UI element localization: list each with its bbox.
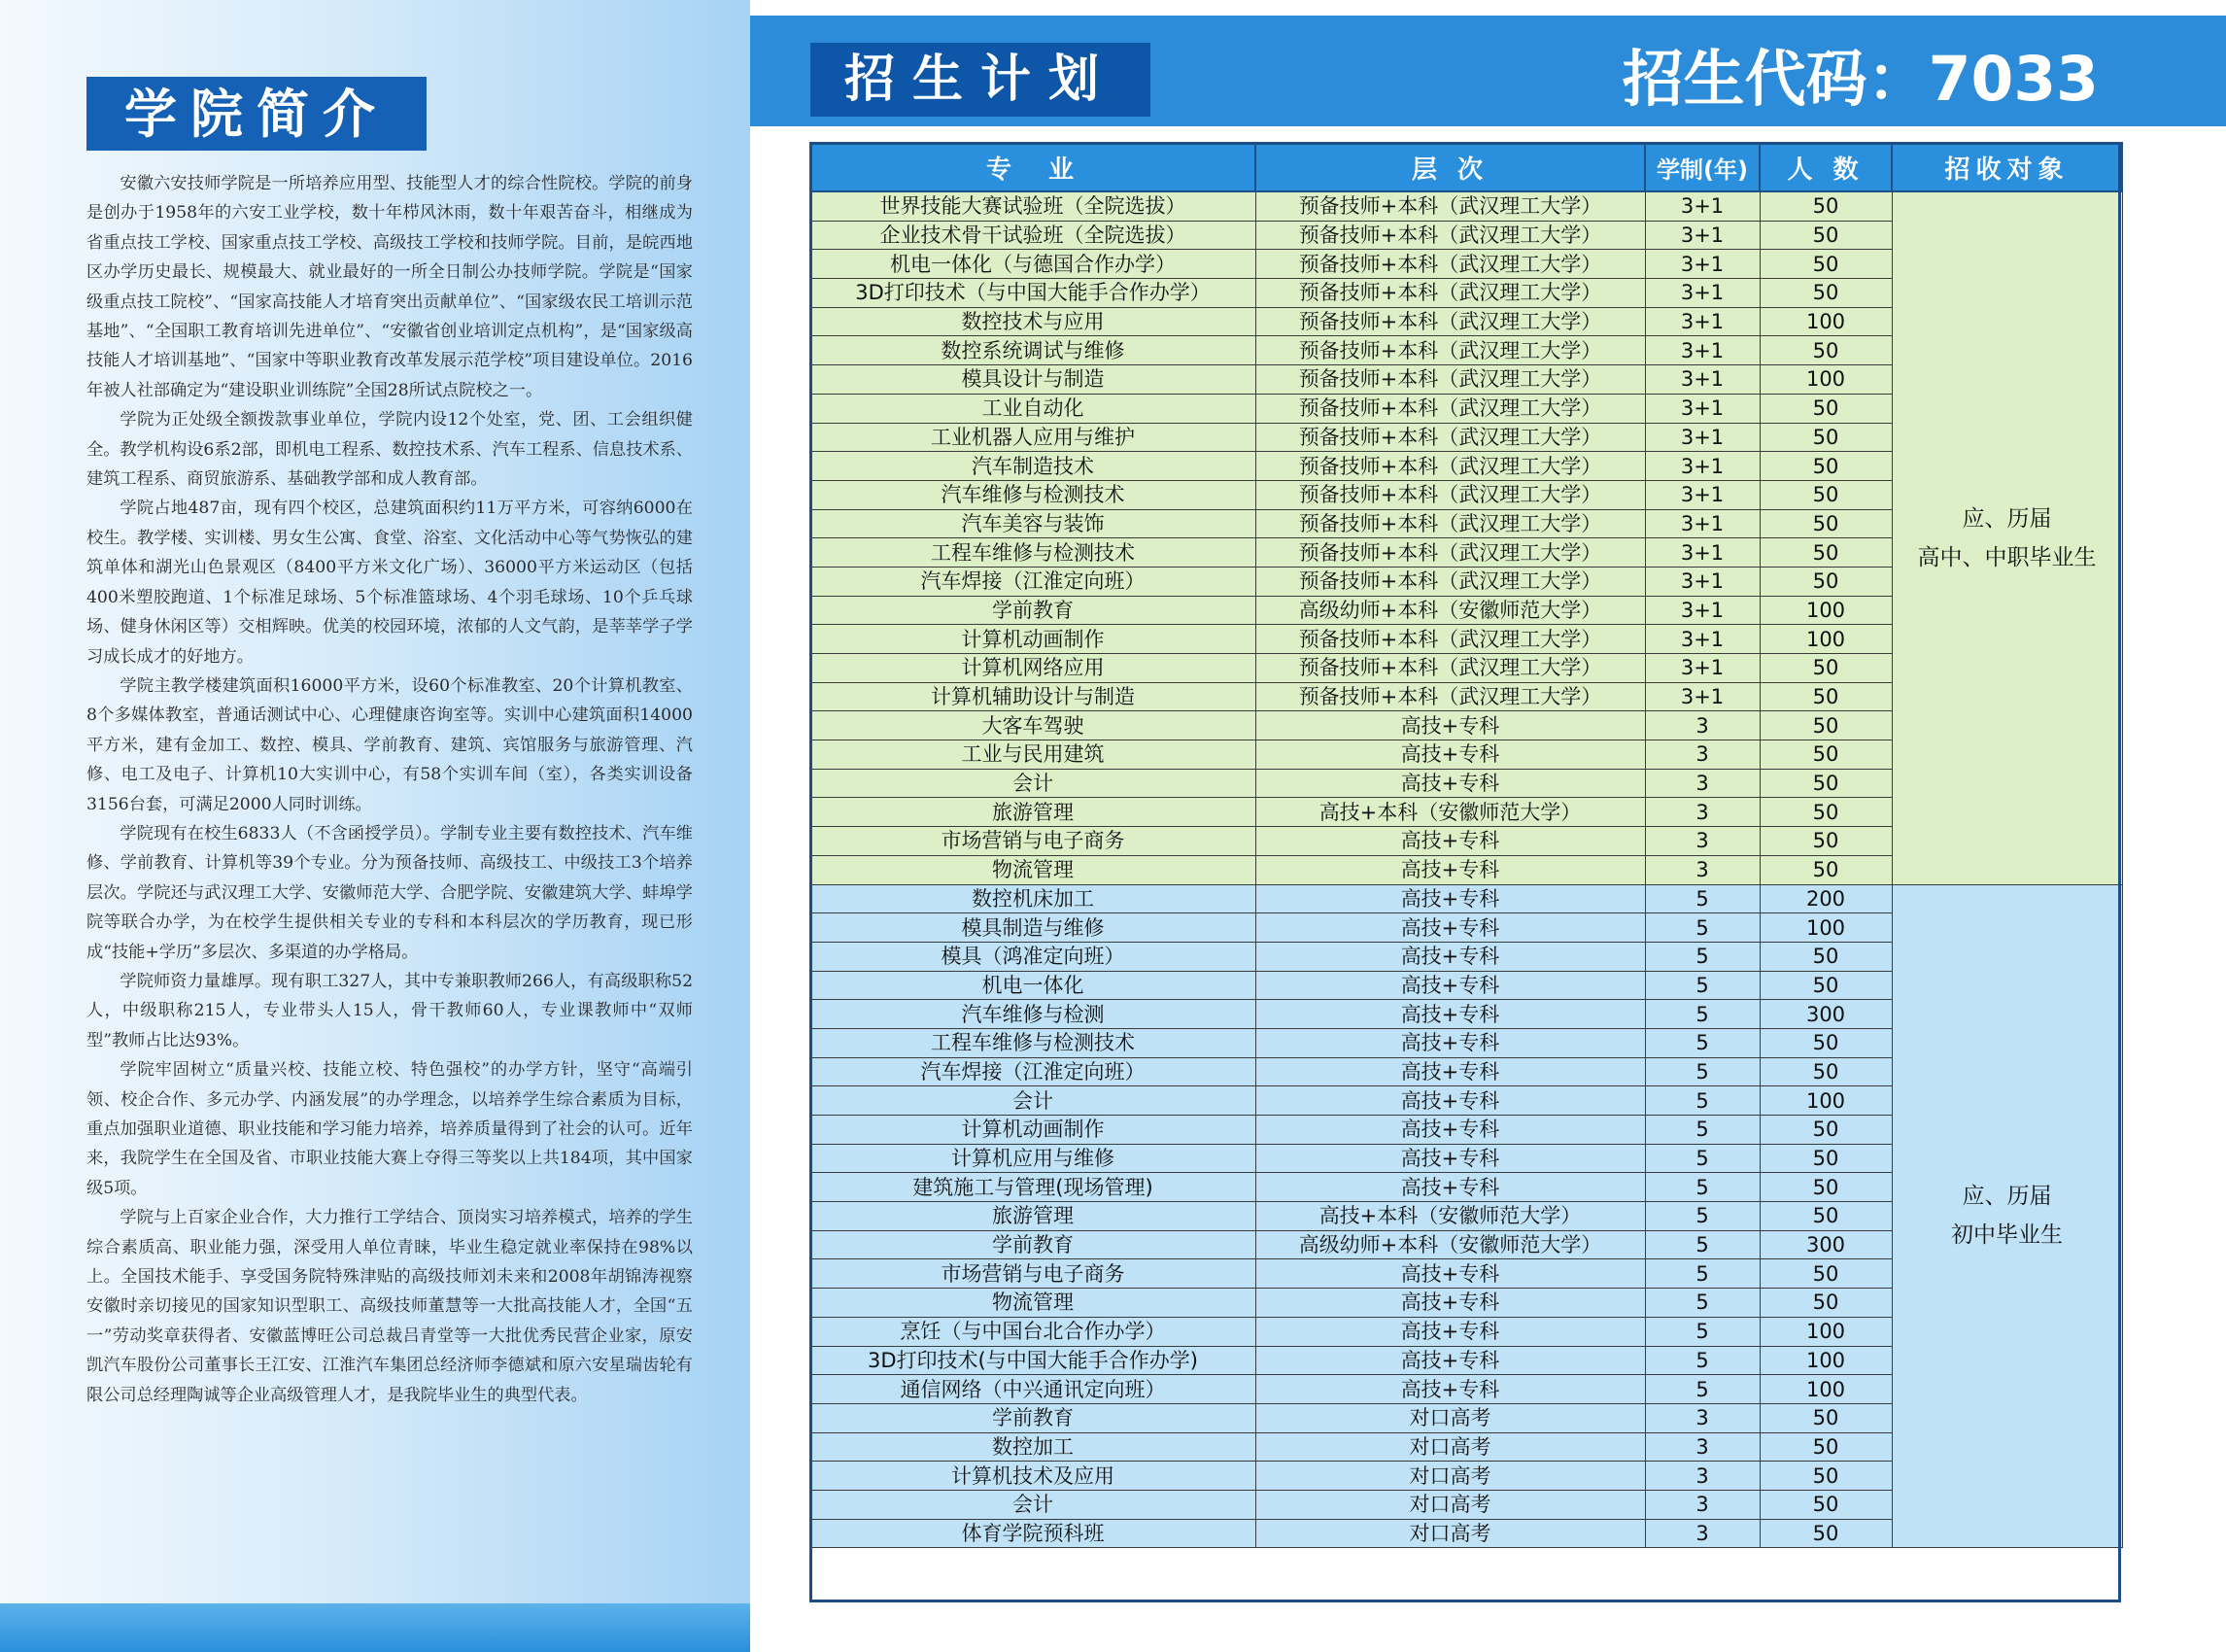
duration-cell: 5 <box>1645 1057 1760 1086</box>
duration-cell: 5 <box>1645 1028 1760 1057</box>
major-cell: 会计 <box>810 1490 1255 1519</box>
count-cell: 50 <box>1760 855 1892 884</box>
count-cell: 50 <box>1760 509 1892 538</box>
duration-cell: 3 <box>1645 740 1760 770</box>
duration-cell: 5 <box>1645 1230 1760 1259</box>
count-cell: 50 <box>1760 423 1892 452</box>
level-cell: 高技+专科 <box>1255 1086 1645 1116</box>
major-cell: 数控系统调试与维修 <box>810 336 1255 365</box>
duration-cell: 3+1 <box>1645 509 1760 538</box>
count-cell: 50 <box>1760 452 1892 481</box>
major-cell: 会计 <box>810 769 1255 798</box>
enrollment-table-wrap <box>809 142 2121 1548</box>
major-cell: 机电一体化（与德国合作办学） <box>810 250 1255 279</box>
target-line: 应、历届 <box>1962 505 2052 532</box>
count-cell: 300 <box>1760 1000 1892 1029</box>
level-cell: 高技+专科 <box>1255 1173 1645 1202</box>
count-cell: 50 <box>1760 1432 1892 1462</box>
level-cell: 高级幼师+本科（安徽师范大学） <box>1255 1230 1645 1259</box>
count-cell: 50 <box>1760 1144 1892 1173</box>
duration-cell: 3+1 <box>1645 596 1760 625</box>
count-cell: 100 <box>1760 625 1892 654</box>
header-level: 层 次 <box>1255 143 1645 191</box>
intro-paragraph: 学院为正处级全额拨款事业单位，学院内设12个处室，党、团、工会组织健全。教学机构设6系2部，即机电工程系、数控技术系、汽车工程系、信息技术系、建筑工程系、商贸旅游系、基础教学部和成人教育部。 <box>86 410 693 490</box>
major-cell: 学前教育 <box>810 1403 1255 1432</box>
duration-cell: 5 <box>1645 1116 1760 1145</box>
count-cell: 50 <box>1760 942 1892 971</box>
duration-cell: 3+1 <box>1645 250 1760 279</box>
duration-cell: 3+1 <box>1645 221 1760 250</box>
intro-paragraph: 安徽六安技师学院是一所培养应用型、技能型人才的综合性院校。学院的前身是创办于1958年的六安工业学校，数十年栉风沐雨，数十年艰苦奋斗，相继成为省重点技工学校、国家重点技工学校、高级技工学校和技师学院。目前，是皖西地区办学历史最长、规模最大、就业最好的一所全日制公办技师学院。学院是“国家级重点技工院校”、“国家高技能人才培育突出贡献单位”、“国家级农民工培训示范基地”、“全国职工教育培训先进单位”、“安徽省创业培训定点机构”，是“国家级高技能人才培训基地”、“国家中等职业教育改革发展示范学校”项目建设单位。2016年被人社部确定为“建设职业训练院”全国28所试点院校之一。 <box>86 174 693 400</box>
level-cell: 预备技师+本科（武汉理工大学） <box>1255 654 1645 683</box>
level-cell: 预备技师+本科（武汉理工大学） <box>1255 250 1645 279</box>
major-cell: 汽车焊接（江淮定向班） <box>810 567 1255 596</box>
header-target: 招收对象 <box>1892 143 2122 191</box>
level-cell: 预备技师+本科（武汉理工大学） <box>1255 538 1645 568</box>
level-cell: 高技+专科 <box>1255 1028 1645 1057</box>
duration-cell: 3 <box>1645 1403 1760 1432</box>
header-duration: 学制(年) <box>1645 143 1760 191</box>
duration-cell: 3+1 <box>1645 682 1760 711</box>
count-cell: 50 <box>1760 1519 1892 1548</box>
level-cell: 高技+本科（安徽师范大学） <box>1255 798 1645 827</box>
duration-cell: 5 <box>1645 1317 1760 1346</box>
duration-cell: 5 <box>1645 1144 1760 1173</box>
plan-title: 招生计划 <box>810 43 1150 117</box>
count-cell: 100 <box>1760 307 1892 336</box>
table-body <box>810 191 2122 1548</box>
duration-cell: 5 <box>1645 942 1760 971</box>
duration-cell: 5 <box>1645 1346 1760 1375</box>
duration-cell: 5 <box>1645 1375 1760 1404</box>
level-cell: 预备技师+本科（武汉理工大学） <box>1255 307 1645 336</box>
level-cell: 预备技师+本科（武汉理工大学） <box>1255 394 1645 423</box>
major-cell: 计算机技术及应用 <box>810 1462 1255 1491</box>
intro-text <box>86 169 693 1410</box>
duration-cell: 5 <box>1645 1000 1760 1029</box>
target-line: 初中毕业生 <box>1951 1222 2063 1249</box>
count-cell: 100 <box>1760 596 1892 625</box>
intro-paragraph: 学院师资力量雄厚。现有职工327人，其中专兼职教师266人，有高级职称52人，中级职称215人，专业带头人15人，骨干教师60人，专业课教师中“双师型”教师占比达93%。 <box>86 971 693 1050</box>
major-cell: 旅游管理 <box>810 798 1255 827</box>
level-cell: 高技+专科 <box>1255 1000 1645 1029</box>
target-students <box>1892 191 2122 884</box>
major-cell: 计算机应用与维修 <box>810 1144 1255 1173</box>
level-cell: 对口高考 <box>1255 1519 1645 1548</box>
intro-paragraph: 学院主教学楼建筑面积16000平方米，设60个标准教室、20个计算机教室、8个多媒体教室，普通话测试中心、心理健康咨询室等。实训中心建筑面积14000平方米，建有金加工、数控、模具、学前教育、建筑、宾馆服务与旅游管理、汽修、电工及电子、计算机10大实训中心，有58个实训车间（室），各类实训设备3156台套，可满足2000人同时训练。 <box>86 675 693 814</box>
count-cell: 100 <box>1760 1346 1892 1375</box>
major-cell: 工业与民用建筑 <box>810 740 1255 770</box>
level-cell: 高技+专科 <box>1255 769 1645 798</box>
count-cell: 50 <box>1760 567 1892 596</box>
count-cell: 50 <box>1760 1173 1892 1202</box>
duration-cell: 5 <box>1645 884 1760 913</box>
major-cell: 物流管理 <box>810 855 1255 884</box>
level-cell: 高级幼师+本科（安徽师范大学） <box>1255 596 1645 625</box>
level-cell: 预备技师+本科（武汉理工大学） <box>1255 625 1645 654</box>
major-cell: 模具制造与维修 <box>810 913 1255 943</box>
intro-panel <box>0 0 750 1652</box>
level-cell: 对口高考 <box>1255 1432 1645 1462</box>
level-cell: 预备技师+本科（武汉理工大学） <box>1255 509 1645 538</box>
level-cell: 对口高考 <box>1255 1490 1645 1519</box>
duration-cell: 3 <box>1645 855 1760 884</box>
count-cell: 50 <box>1760 191 1892 221</box>
duration-cell: 3+1 <box>1645 279 1760 308</box>
level-cell: 对口高考 <box>1255 1403 1645 1432</box>
duration-cell: 3+1 <box>1645 336 1760 365</box>
count-cell: 50 <box>1760 1057 1892 1086</box>
level-cell: 高技+专科 <box>1255 1144 1645 1173</box>
count-cell: 50 <box>1760 480 1892 509</box>
count-cell: 50 <box>1760 279 1892 308</box>
count-cell: 50 <box>1760 682 1892 711</box>
major-cell: 计算机动画制作 <box>810 1116 1255 1145</box>
major-cell: 通信网络（中兴通讯定向班） <box>810 1375 1255 1404</box>
duration-cell: 3+1 <box>1645 452 1760 481</box>
count-cell: 200 <box>1760 884 1892 913</box>
major-cell: 工程车维修与检测技术 <box>810 538 1255 568</box>
enrollment-table <box>809 142 2123 1548</box>
major-cell: 3D打印技术(与中国大能手合作办学) <box>810 1346 1255 1375</box>
header-count: 人 数 <box>1760 143 1892 191</box>
level-cell: 预备技师+本科（武汉理工大学） <box>1255 279 1645 308</box>
table-row <box>810 884 2122 913</box>
intro-paragraph: 学院牢固树立“质量兴校、技能立校、特色强校”的办学方针，坚守“高端引领、校企合作、多元办学、内涵发展”的办学理念，以培养学生综合素质为目标，重点加强职业道德、职业技能和学习能力培养，培养质量得到了社会的认可。近年来，我院学生在全国及省、市职业技能大赛上夺得三等奖以上共184项，其中国家级5项。 <box>86 1060 693 1198</box>
count-cell: 50 <box>1760 1259 1892 1289</box>
duration-cell: 3+1 <box>1645 307 1760 336</box>
level-cell: 预备技师+本科（武汉理工大学） <box>1255 480 1645 509</box>
duration-cell: 3 <box>1645 1519 1760 1548</box>
count-cell: 50 <box>1760 1289 1892 1318</box>
count-cell: 50 <box>1760 798 1892 827</box>
duration-cell: 3+1 <box>1645 654 1760 683</box>
major-cell: 市场营销与电子商务 <box>810 827 1255 856</box>
count-cell: 50 <box>1760 250 1892 279</box>
count-cell: 100 <box>1760 1317 1892 1346</box>
major-cell: 大客车驾驶 <box>810 711 1255 740</box>
target-students <box>1892 884 2122 1548</box>
major-cell: 物流管理 <box>810 1289 1255 1318</box>
count-cell: 50 <box>1760 740 1892 770</box>
major-cell: 烹饪（与中国台北合作办学） <box>810 1317 1255 1346</box>
major-cell: 计算机动画制作 <box>810 625 1255 654</box>
level-cell: 高技+专科 <box>1255 1289 1645 1318</box>
major-cell: 计算机辅助设计与制造 <box>810 682 1255 711</box>
header-major: 专 业 <box>810 143 1255 191</box>
level-cell: 高技+专科 <box>1255 971 1645 1000</box>
count-cell: 50 <box>1760 1462 1892 1491</box>
major-cell: 汽车制造技术 <box>810 452 1255 481</box>
target-line: 高中、中职毕业生 <box>1917 544 2097 570</box>
duration-cell: 5 <box>1645 971 1760 1000</box>
duration-cell: 5 <box>1645 1202 1760 1231</box>
duration-cell: 3+1 <box>1645 567 1760 596</box>
count-cell: 50 <box>1760 827 1892 856</box>
intro-paragraph: 学院占地487亩，现有四个校区，总建筑面积约11万平方米，可容纳6000在校生。教学楼、实训楼、男女生公寓、食堂、浴室、文化活动中心等气势恢弘的建筑单体和湖光山色景观区（8400平方米文化广场）、36000平方米运动区（包括400米塑胶跑道、1个标准足球场、5个标准篮球场、4个羽毛球场、10个乒乓球场、健身休闲区等）交相辉映。优美的校园环境，浓郁的人文气韵，是莘莘学子学习成长成才的好地方。 <box>86 499 693 667</box>
level-cell: 高技+专科 <box>1255 884 1645 913</box>
duration-cell: 3+1 <box>1645 423 1760 452</box>
major-cell: 工业机器人应用与维护 <box>810 423 1255 452</box>
count-cell: 50 <box>1760 1028 1892 1057</box>
header-top-strip <box>750 0 2226 16</box>
level-cell: 预备技师+本科（武汉理工大学） <box>1255 682 1645 711</box>
duration-cell: 3 <box>1645 1490 1760 1519</box>
count-cell: 50 <box>1760 538 1892 568</box>
major-cell: 企业技术骨干试验班（全院选拔） <box>810 221 1255 250</box>
count-cell: 50 <box>1760 1116 1892 1145</box>
duration-cell: 3+1 <box>1645 365 1760 395</box>
duration-cell: 3+1 <box>1645 480 1760 509</box>
level-cell: 预备技师+本科（武汉理工大学） <box>1255 221 1645 250</box>
major-cell: 数控机床加工 <box>810 884 1255 913</box>
major-cell: 汽车美容与装饰 <box>810 509 1255 538</box>
duration-cell: 3 <box>1645 769 1760 798</box>
major-cell: 模具设计与制造 <box>810 365 1255 395</box>
count-cell: 50 <box>1760 711 1892 740</box>
level-cell: 预备技师+本科（武汉理工大学） <box>1255 191 1645 221</box>
count-cell: 300 <box>1760 1230 1892 1259</box>
level-cell: 预备技师+本科（武汉理工大学） <box>1255 567 1645 596</box>
major-cell: 工业自动化 <box>810 394 1255 423</box>
count-cell: 50 <box>1760 971 1892 1000</box>
count-cell: 100 <box>1760 1086 1892 1116</box>
table-header-row <box>810 143 2122 191</box>
major-cell: 学前教育 <box>810 596 1255 625</box>
intro-title: 学院简介 <box>86 77 427 151</box>
major-cell: 市场营销与电子商务 <box>810 1259 1255 1289</box>
level-cell: 高技+专科 <box>1255 855 1645 884</box>
duration-cell: 3 <box>1645 1462 1760 1491</box>
duration-cell: 3+1 <box>1645 191 1760 221</box>
level-cell: 预备技师+本科（武汉理工大学） <box>1255 365 1645 395</box>
duration-cell: 5 <box>1645 1173 1760 1202</box>
major-cell: 建筑施工与管理(现场管理) <box>810 1173 1255 1202</box>
level-cell: 高技+专科 <box>1255 1317 1645 1346</box>
count-cell: 50 <box>1760 654 1892 683</box>
duration-cell: 5 <box>1645 1259 1760 1289</box>
major-cell: 会计 <box>810 1086 1255 1116</box>
level-cell: 预备技师+本科（武汉理工大学） <box>1255 336 1645 365</box>
major-cell: 工程车维修与检测技术 <box>810 1028 1255 1057</box>
count-cell: 50 <box>1760 336 1892 365</box>
major-cell: 体育学院预科班 <box>810 1519 1255 1548</box>
major-cell: 机电一体化 <box>810 971 1255 1000</box>
count-cell: 100 <box>1760 913 1892 943</box>
duration-cell: 3 <box>1645 827 1760 856</box>
count-cell: 50 <box>1760 221 1892 250</box>
duration-cell: 5 <box>1645 913 1760 943</box>
count-cell: 50 <box>1760 1403 1892 1432</box>
level-cell: 高技+专科 <box>1255 942 1645 971</box>
level-cell: 高技+专科 <box>1255 1259 1645 1289</box>
level-cell: 高技+专科 <box>1255 913 1645 943</box>
count-cell: 50 <box>1760 1490 1892 1519</box>
major-cell: 汽车焊接（江淮定向班） <box>810 1057 1255 1086</box>
level-cell: 高技+专科 <box>1255 1346 1645 1375</box>
major-cell: 模具（鸿准定向班） <box>810 942 1255 971</box>
level-cell: 高技+本科（安徽师范大学） <box>1255 1202 1645 1231</box>
enrollment-code: 招生代码：7033 <box>1622 44 2099 115</box>
level-cell: 高技+专科 <box>1255 827 1645 856</box>
target-line: 应、历届 <box>1962 1184 2052 1210</box>
count-cell: 100 <box>1760 365 1892 395</box>
level-cell: 高技+专科 <box>1255 740 1645 770</box>
major-cell: 数控加工 <box>810 1432 1255 1462</box>
level-cell: 高技+专科 <box>1255 1116 1645 1145</box>
duration-cell: 3 <box>1645 1432 1760 1462</box>
level-cell: 预备技师+本科（武汉理工大学） <box>1255 423 1645 452</box>
count-cell: 100 <box>1760 1375 1892 1404</box>
major-cell: 数控技术与应用 <box>810 307 1255 336</box>
major-cell: 学前教育 <box>810 1230 1255 1259</box>
duration-cell: 3+1 <box>1645 394 1760 423</box>
bottom-band <box>0 1603 750 1652</box>
duration-cell: 5 <box>1645 1086 1760 1116</box>
duration-cell: 3+1 <box>1645 538 1760 568</box>
count-cell: 50 <box>1760 394 1892 423</box>
level-cell: 对口高考 <box>1255 1462 1645 1491</box>
duration-cell: 3 <box>1645 711 1760 740</box>
duration-cell: 3 <box>1645 798 1760 827</box>
count-cell: 50 <box>1760 769 1892 798</box>
major-cell: 汽车维修与检测技术 <box>810 480 1255 509</box>
level-cell: 高技+专科 <box>1255 1057 1645 1086</box>
intro-paragraph: 学院与上百家企业合作，大力推行工学结合、顶岗实习培养模式，培养的学生综合素质高、职业能力强，深受用人单位青睐，毕业生稳定就业率保持在98%以上。全国技术能手、享受国务院特殊津贴的高级技师刘未来和2008年胡锦涛视察安徽时亲切接见的国家知识型职工、高级技师董慧等一大批高技能人才，全国“五一”劳动奖章获得者、安徽蓝博旺公司总裁吕青堂等一大批优秀民营企业家，原安凯汽车股份公司董事长王江安、江淮汽车集团总经济师李德斌和原六安星瑞齿轮有限公司总经理陶诚等企业高级管理人才，是我院毕业生的典型代表。 <box>86 1208 693 1405</box>
intro-paragraph: 学院现有在校生6833人（不含函授学员）。学制专业主要有数控技术、汽车维修、学前教育、计算机等39个专业。分为预备技师、高级技工、中级技工3个培养层次。学院还与武汉理工大学、安徽师范大学、合肥学院、安徽建筑大学、蚌埠学院等联合办学，为在校学生提供相关专业的专科和本科层次的学历教育，现已形成“技能+学历”多层次、多渠道的办学格局。 <box>86 823 693 962</box>
count-cell: 50 <box>1760 1202 1892 1231</box>
level-cell: 预备技师+本科（武汉理工大学） <box>1255 452 1645 481</box>
major-cell: 3D打印技术（与中国大能手合作办学） <box>810 279 1255 308</box>
table-row <box>810 191 2122 221</box>
level-cell: 高技+专科 <box>1255 711 1645 740</box>
major-cell: 汽车维修与检测 <box>810 1000 1255 1029</box>
major-cell: 计算机网络应用 <box>810 654 1255 683</box>
major-cell: 旅游管理 <box>810 1202 1255 1231</box>
major-cell: 世界技能大赛试验班（全院选拔） <box>810 191 1255 221</box>
duration-cell: 5 <box>1645 1289 1760 1318</box>
duration-cell: 3+1 <box>1645 625 1760 654</box>
level-cell: 高技+专科 <box>1255 1375 1645 1404</box>
